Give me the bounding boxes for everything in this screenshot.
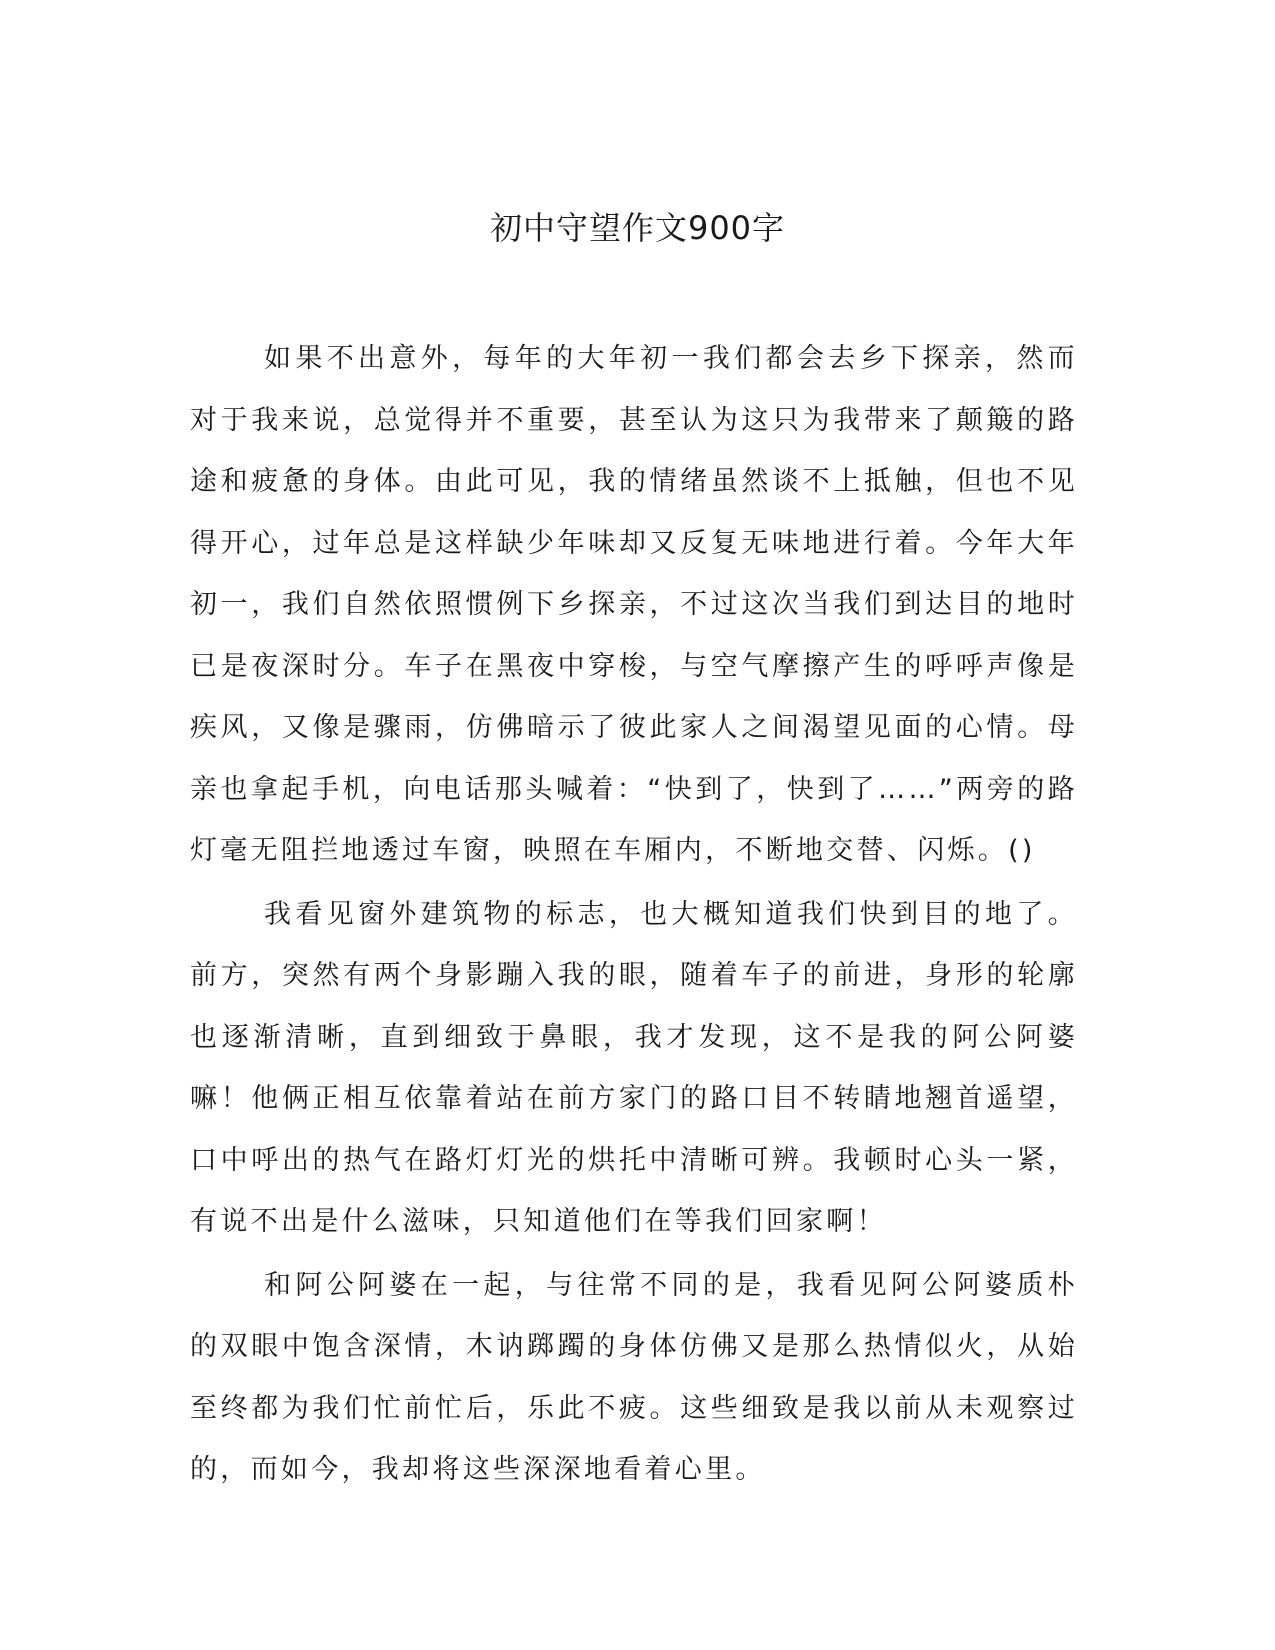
paragraph-3: 和阿公阿婆在一起，与往常不同的是，我看见阿公阿婆质朴的双眼中饱含深情，木讷踯躅的身体仿佛又是那么热情似火，从始至终都为我们忙前忙后，乐此不疲。这些细致是我以前从未观察过的，而如今，我却将这些深深地看着心里。	[190, 1269, 1078, 1485]
paragraph-1: 如果不出意外，每年的大年初一我们都会去乡下探亲，然而对于我来说，总觉得并不重要，甚至认为这只为我带来了颠簸的路途和疲惫的身体。由此可见，我的情绪虽然谈不上抵触，但也不见得开心，过年总是这样缺少年味却又反复无味地进行着。今年大年初一，我们自然依照惯例下乡探亲，不过这次当我们到达目的地时已是夜深时分。车子在黑夜中穿梭，与空气摩擦产生的呼呼声像是疾风，又像是骤雨，仿佛暗示了彼此家人之间渴望见面的心情。母亲也拿起手机，向电话那头喊着：“快到了，快到了……”两旁的路灯毫无阻拦地透过车窗，映照在车厢内，不断地交替、闪烁。()	[190, 343, 1078, 866]
document-title: 初中守望作文900字	[489, 209, 786, 247]
paragraph-2: 我看见窗外建筑物的标志，也大概知道我们快到目的地了。前方，突然有两个身影蹦入我的眼，随着车子的前进，身形的轮廓也逐渐清晰，直到细致于鼻眼，我才发现，这不是我的阿公阿婆嘛！他俩正相互依靠着站在前方家门的路口目不转睛地翘首遥望，口中呼出的热气在路灯灯光的烘托中清晰可辨。我顿时心头一紧，有说不出是什么滋味，只知道他们在等我们回家啊！	[190, 898, 1078, 1237]
document-body	[190, 328, 1078, 1501]
